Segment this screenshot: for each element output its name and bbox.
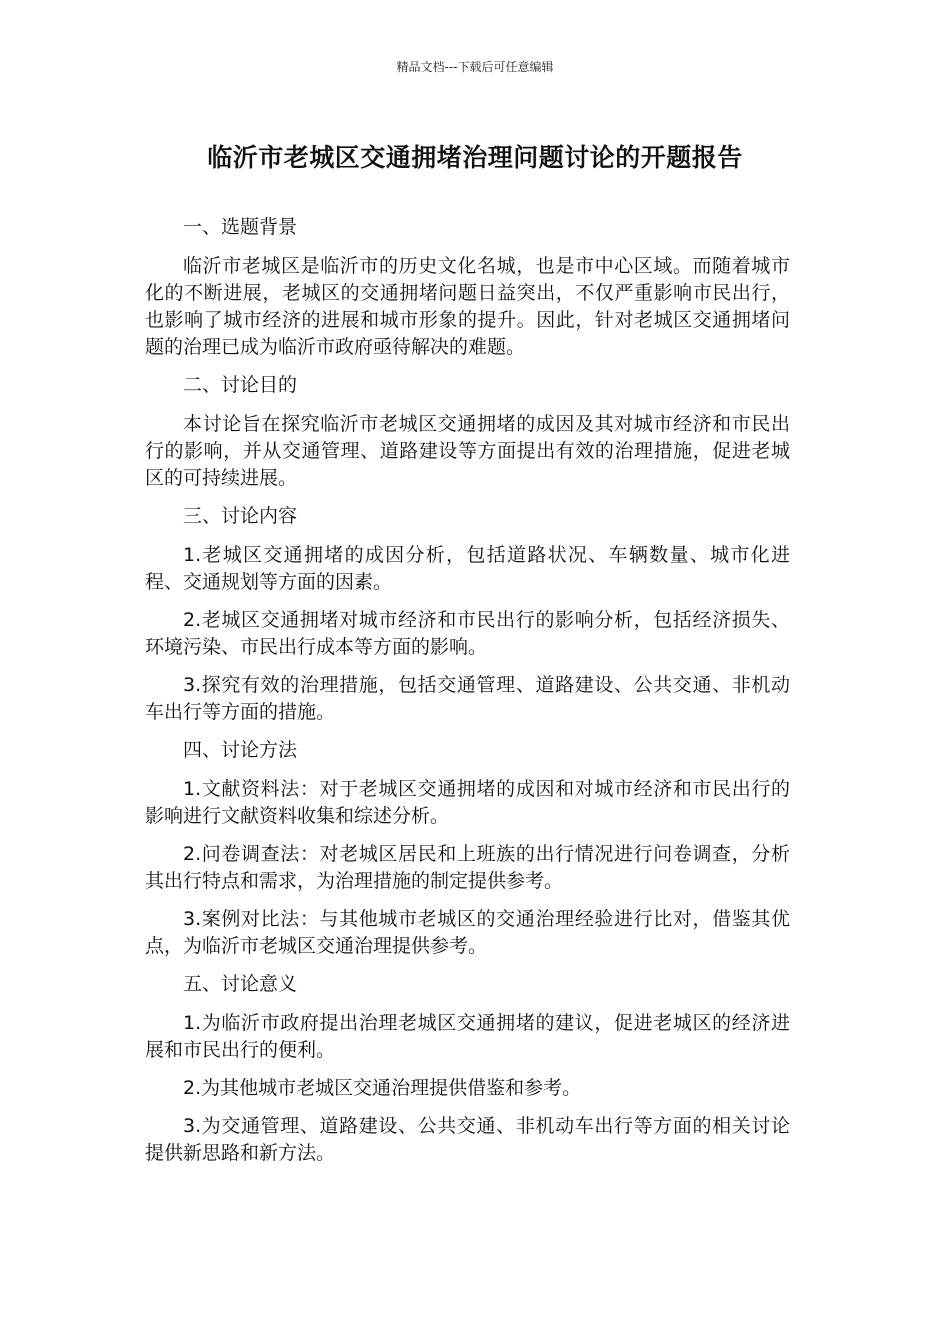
document-title: 临沂市老城区交通拥堵治理问题讨论的开题报告	[207, 143, 743, 172]
significance-item-2: 2.为其他城市老城区交通治理提供借鉴和参考。	[183, 1077, 582, 1099]
section-heading-content: 三、讨论内容	[183, 505, 298, 527]
method-item-2: 2.问卷调查法：对老城区居民和上班族的出行情况进行问卷调查，分析其出行特点和需求，为治理措施的制定提供参考。	[145, 843, 790, 892]
content-item-1: 1.老城区交通拥堵的成因分析，包括道路状况、车辆数量、城市化进程、交通规划等方面的因素。	[145, 544, 790, 593]
document-body	[145, 214, 790, 1178]
header-note: 精品文档---下载后可任意编辑	[396, 60, 554, 74]
content-item-3: 3.探究有效的治理措施，包括交通管理、道路建设、公共交通、非机动车出行等方面的措施。	[145, 674, 790, 723]
method-item-1: 1.文献资料法：对于老城区交通拥堵的成因和对城市经济和市民出行的影响进行文献资料收集和综述分析。	[145, 778, 790, 827]
content-item-2: 2.老城区交通拥堵对城市经济和市民出行的影响分析，包括经济损失、环境污染、市民出行成本等方面的影响。	[145, 609, 790, 658]
significance-item-1: 1.为临沂市政府提出治理老城区交通拥堵的建议，促进老城区的经济进展和市民出行的便利。	[145, 1012, 790, 1061]
significance-item-3: 3.为交通管理、道路建设、公共交通、非机动车出行等方面的相关讨论提供新思路和新方法。	[145, 1115, 790, 1164]
method-item-3: 3.案例对比法：与其他城市老城区的交通治理经验进行比对，借鉴其优点，为临沂市老城区交通治理提供参考。	[145, 908, 790, 957]
paragraph-purpose: 本讨论旨在探究临沂市老城区交通拥堵的成因及其对城市经济和市民出行的影响，并从交通管理、道路建设等方面提出有效的治理措施，促进老城区的可持续进展。	[145, 413, 790, 489]
section-heading-significance: 五、讨论意义	[183, 973, 298, 995]
section-heading-methods: 四、讨论方法	[183, 739, 298, 761]
paragraph-background: 临沂市老城区是临沂市的历史文化名城，也是市中心区域。而随着城市化的不断进展，老城区的交通拥堵问题日益突出，不仅严重影响市民出行，也影响了城市经济的进展和城市形象的提升。因此，针对老城区交通拥堵问题的治理已成为临沂市政府亟待解决的难题。	[145, 255, 790, 358]
section-heading-purpose: 二、讨论目的	[183, 374, 298, 396]
section-heading-background: 一、选题背景	[183, 216, 298, 238]
